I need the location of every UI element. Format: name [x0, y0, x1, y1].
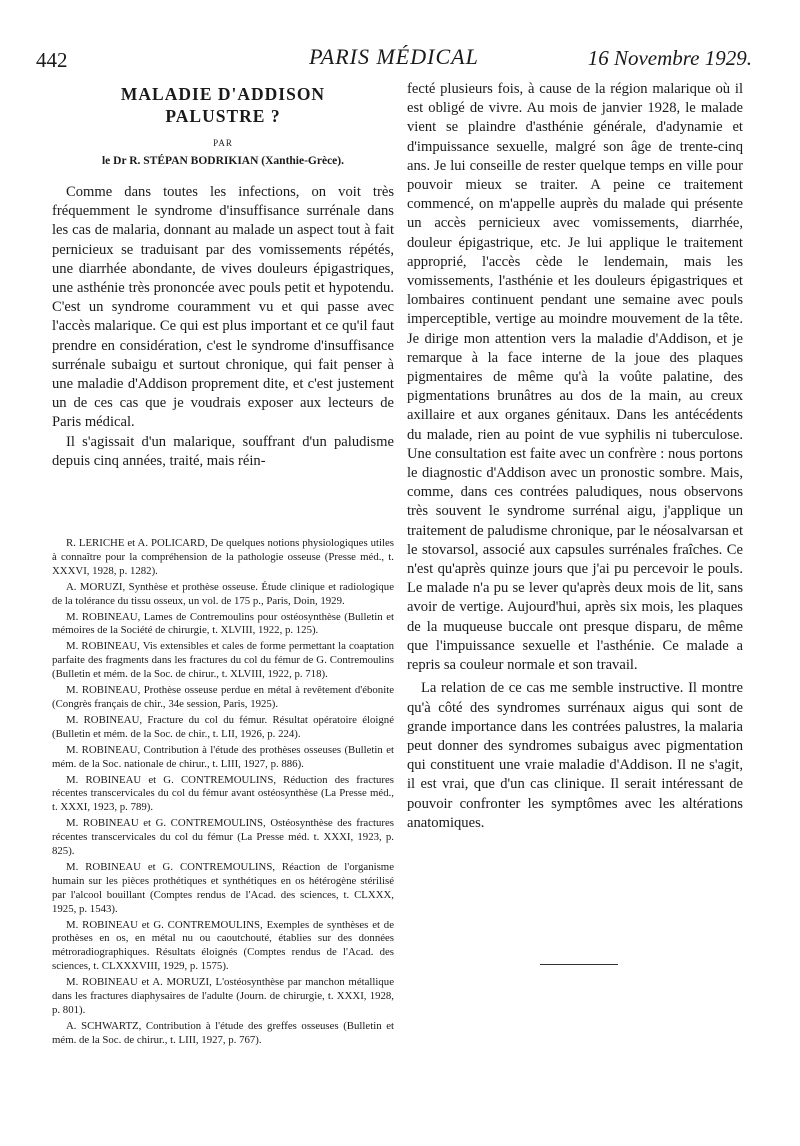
page-number: 442 — [36, 48, 68, 72]
reference-item: M. ROBINEAU, Fracture du col du fémur. Résultat opératoire éloigné (Bulletin et mém. de la Soc. de chir., t. LII, 1926, p. 224). — [52, 713, 394, 740]
reference-item: A. SCHWARTZ, Contribution à l'étude des greffes osseuses (Bulletin et mém. de la Soc. de chirur., t. LIII, 1927, p. 767). — [52, 1019, 394, 1046]
reference-item: M. ROBINEAU, Vis extensibles et cales de forme permettant la coaptation parfaite des fragments dans les fractures du col du fémur de G. Contremoulins (Bulletin et mém. de la Soc. de chirur., t. XLVIII, 1922, p. 718). — [52, 640, 394, 681]
reference-item: R. LERICHE et A. POLICARD, De quelques notions physiologiques utiles à connaître pour la compréhension de la pathologie osseuse (Presse méd., t. XXXVI, 1928, p. 1282). — [52, 537, 394, 577]
reference-item: M. ROBINEAU, Contribution à l'étude des prothèses osseuses (Bulletin et mém. de la Soc. nationale de chirur., t. LIII, 1927, p. 886). — [52, 743, 394, 770]
article-title-line1: MALADIE D'ADDISON — [120, 84, 326, 104]
bibliography — [52, 537, 394, 1050]
reference-item: M. ROBINEAU, Lames de Contremoulins pour ostéosynthèse (Bulletin et mémoires de la Société de chirurgie, t. XLVIII, 1922, p. 125). — [52, 610, 394, 637]
body-paragraph: Comme dans toutes les infections, on voit très fréquemment le syndrome d'insuffisance surrénale dans les cas de malaria, donnant au malade un aspect tout à fait pernicieux se traduisant par des vomissements répétés, une diarrhée abondante, de vives douleurs épigastriques, une asthénie très prononcée avec pouls petit et hypotendu. C'est un syndrome couramment vu et qui passe avec l'accès malarique. Ce qui est plus important et ce qu'il faut prendre en considération, c'est le syndrome d'insuffisance surrénale subaigu et surtout chronique, qui fait penser à une maladie d'Addison proprement dite, et c'est justement un de ces cas que je voudrais exposer aux lecteurs de Paris médical. — [52, 184, 394, 431]
page-header — [36, 44, 752, 76]
right-column-body — [407, 80, 743, 833]
reference-item: M. ROBINEAU et A. MORUZI, L'ostéosynthèse par manchon métallique dans les fractures diaphysaires de l'adulte (Journ. de chirurgie, t. XXXI, 1928, p. 801). — [52, 976, 394, 1016]
reference-item: A. MORUZI, Synthèse et prothèse osseuse. Étude clinique et radiologique de la tolérance du tissu osseux, un vol. de 175 p., Paris, Doin, 1929. — [52, 580, 394, 607]
left-column-body — [52, 183, 394, 471]
body-paragraph: Il s'agissait d'un malarique, souffrant d'un paludisme depuis cinq années, traité, mais réin- — [52, 433, 394, 469]
reference-item: M. ROBINEAU et G. CONTREMOULINS, Exemples de synthèses et de prothèses en os, en métal nu ou caoutchouté, établies sur des données métroradiographiques. Résultats éloignés (Comptes rendus de l'Acad. des sciences, t. CLXXXVIII, 1929, p. 1575). — [52, 918, 394, 973]
body-paragraph: La relation de ce cas me semble instructive. Il montre qu'à côté des syndromes surrénaux aigus qui sont de grande importance dans les contrées palustres, la malaria peut donner des syndromes subaigus avec pigmentation qui constituent une vraie maladie d'Addison. Il ne s'agit, il est vrai, que d'un cas clinique. Il serait intéressant de pouvoir confronter les symptômes avec les altérations anatomiques. — [407, 680, 743, 831]
end-rule — [540, 964, 618, 965]
par-label: PAR — [213, 138, 233, 148]
journal-title: PARIS MÉDICAL — [309, 44, 479, 69]
reference-item: M. ROBINEAU et G. CONTREMOULINS, Ostéosynthèse des fractures récentes transcervicales du col du fémur (La Presse méd. t. XXXI, 1923, p. 825). — [52, 817, 394, 858]
body-paragraph: fecté plusieurs fois, à cause de la région malarique où il est obligé de vivre. Au mois de janvier 1928, le malade vient se plaindre d'asthénie générale, d'adynamie et d'impuissance sexuelle, malgré son âge de trente-cinq ans. Je lui conseille de rester quelque temps en ville pour pouvoir mieux se traiter. A peine ce traitement commencé, on m'appelle auprès du malade qui présente un accès pernicieux avec vomissements, diarrhée, douleur épigastrique, etc. Je lui applique le traitement approprié, l'accès cède le lendemain, mais les vomissements, l'asthénie et les douleurs épigastriques et lombaires continuent pendant une semaine avec pouls imperceptible, vertige au moindre mouvement de la tête. Je dirige mon attention vers la maladie d'Addison, et je remarque à la face interne de la joue des plaques pigmentaires de même qu'à la voûte palatine, des pigmentations brunâtres au dos de la main, au creux axillaire et aux organes génitaux. Dans les antécédents du malade, rien au point de vue syphilis ni tuberculose. Une consultation est faite avec un confrère : nous portons le diagnostic d'Addison avec un pronostic sombre. Mais, comme, dans ces contrées paludiques, nous observons très souvent le syndrome surrénal aigu, j'applique un traitement de paludisme chronique, par le néosalvarsan et le stovarsol, associé aux capsules surrénales fraîches. Ce n'est qu'après quinze jours que j'ai pu percevoir le pouls. Le malade n'a pu se lever qu'après deux mois de lit, sans avoir de vertige. Aujourd'hui, après six mois, les plaques de la muqueuse buccale ont presque disparu, de même que l'impuissance sexuelle et l'asthénie. Ce malade a repris sa couleur normale et son travail. — [407, 81, 743, 674]
reference-item: M. ROBINEAU et G. CONTREMOULINS, Réaction de l'organisme humain sur les pièces prothétiques et synthétiques en os hétérogène stérilisé par l'alcool bouillant (Comptes rendus de l'Acad. des sciences, t. CLXXX, 1925, p. 1543). — [52, 860, 394, 915]
author-byline: le Dr R. STÉPAN BODRIKIAN (Xanthie-Grèce). — [101, 155, 344, 167]
reference-item: M. ROBINEAU, Prothèse osseuse perdue en métal à revêtement d'ébonite (Congrès français de chir., 34e session, Paris, 1925). — [52, 684, 394, 710]
reference-item: M. ROBINEAU et G. CONTREMOULINS, Réduction des fractures récentes transcervicales du col du fémur avant ostéosynthèse (La Presse méd., t. XXXI, 1923, p. 789). — [52, 773, 394, 814]
issue-date: 16 Novembre 1929. — [587, 46, 752, 70]
article-title — [52, 83, 394, 127]
article-title-line2: PALUSTRE ? — [165, 106, 281, 126]
